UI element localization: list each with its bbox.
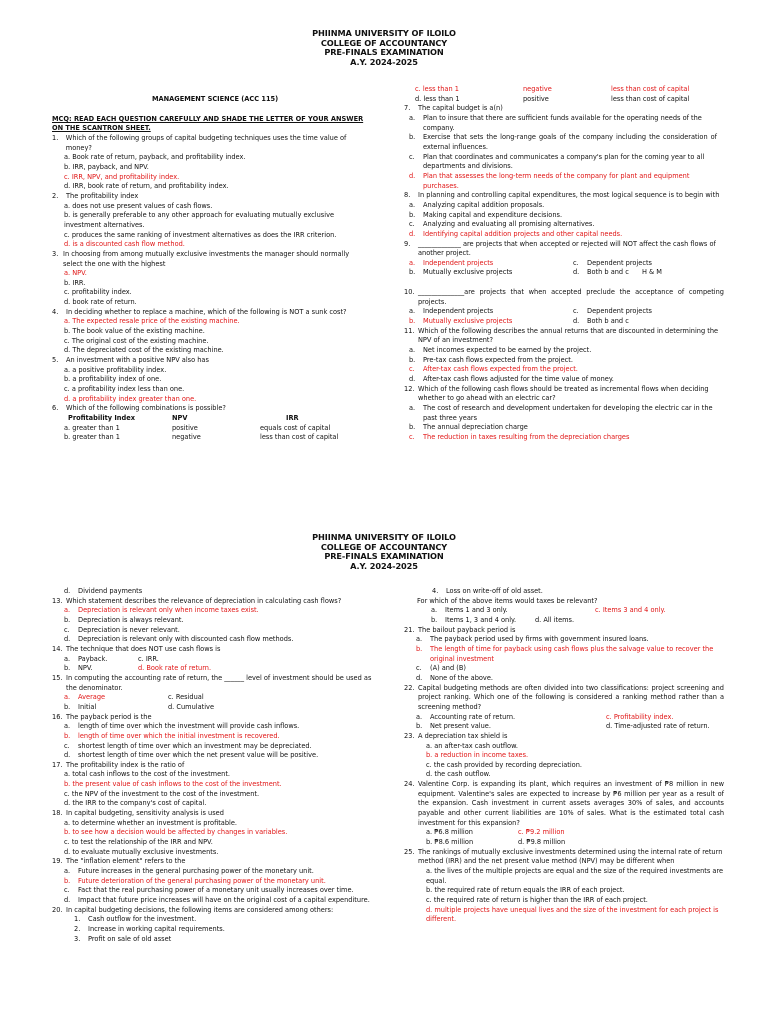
choice: d. Cumulative (168, 702, 215, 711)
choice: d. Time-adjusted rate of return. (606, 722, 710, 731)
question-1: 1. Which of the following groups of capital budgeting techniques uses the time value of money? a. Book rate of return, payback, and profitability index. b. IRR, payback, and NPV. c. IRR, NPV, and profitability index. d. IRR, book rate of return, and profitability index. (52, 134, 370, 192)
choice: a. does not use present values of cash flows. (64, 201, 213, 210)
choice-answer: Identifying capital addition projects and other capital needs. (423, 229, 623, 238)
college-name: COLLEGE OF ACCOUNTANCY (320, 541, 448, 552)
choice: b. the required rate of return equals the IRR of each project. (426, 886, 625, 895)
question-stem: A depreciation tax shield is (418, 731, 508, 740)
question-stem: In capital budgeting, sensitivity analysis is used (66, 809, 224, 818)
table-row: d. less than 1 positive less than cost of capital (415, 94, 690, 103)
academic-year: A.Y. 2024-2025 (350, 56, 418, 67)
choice: Depreciation is never relevant. (78, 625, 180, 634)
question-22: 22. Capital budgeting methods are often divided into two classifications: project screening and project ranking. Which one of the following is considered a ranking method rather than a screening method? a. Accounting rate of return. c. Profitability index. b. Net present value. d. Time-adjusted rate of return. (404, 683, 724, 731)
academic-year: A.Y. 2024-2025 (350, 560, 418, 571)
choice-answer: b. to see how a decision would be affected by changes in variables. (64, 828, 288, 837)
choice: The payback period used by firms with government insured loans. (430, 635, 649, 644)
table-row: b. greater than 1 negative less than cost of capital (64, 433, 339, 442)
choice-answer: The length of time for payback using cash flows plus the salvage value to recover the original investment (430, 644, 714, 663)
choice: Items 1 and 3 only. (445, 606, 508, 615)
question-8: 8. In planning and controlling capital expenditures, the most logical sequence is to begin with a. Analyzing capital addition proposals. b. Making capital and expenditure decisions. c. Analyzing and evaluating all promising alternatives. d. Identifying capital addition projects and other capital needs. (404, 191, 720, 238)
choice: a. ₱6.8 million (426, 828, 473, 837)
choice: After-tax cash flows adjusted for the time value of money. (423, 375, 614, 384)
choice: NPV. (78, 664, 93, 673)
choice: Depreciation is always relevant. (78, 615, 184, 624)
college-name: COLLEGE OF ACCOUNTANCY (320, 37, 448, 48)
choice: d. All items. (535, 615, 575, 624)
choice: Pre-tax cash flows expected from the project. (423, 355, 573, 364)
instructions: MCQ: READ EACH QUESTION CAREFULLY AND SHADE THE LETTER OF YOUR ANSWER ON THE SCANTRON SHEET. (52, 114, 364, 133)
choice: b. ₱8.6 million (426, 838, 474, 847)
page-header (0, 533, 768, 571)
university-name: PHIINMA UNIVERSITY OF ILOILO (312, 532, 456, 542)
list-item: Increase in working capital requirements. (88, 924, 225, 933)
choice-answer: The reduction in taxes resulting from the depreciation charges (423, 432, 630, 441)
choice-answer: c. ₱9.2 million (518, 828, 565, 837)
question-stem: In computing the accounting rate of return, the ______ level of investment should be used as the denominator. (66, 673, 372, 692)
question-stem: Valentine Corp. is expanding its plant, which requires an investment of ₱8 million in new equipment. Valentine's sales are expected to increase by ₱6 million per year as a result of the expansion. Cash investment in current assets averages 30% of sales, and accounts payable and other current liabilities are 10% of sales. What is the estimated total cash investment for this expansion? (418, 780, 724, 827)
choice: Future increases in the general purchasing power of the monetary unit. (78, 867, 314, 876)
choice: Impact that future price increases will have on the original cost of a capital expenditure. (78, 896, 370, 904)
choice: Initial (78, 702, 97, 711)
question-stem: The capital budget is a(n) (418, 104, 503, 113)
university-name: PHIINMA UNIVERSITY OF ILOILO (312, 28, 456, 38)
choice-answer: d. is a discounted cash flow method. (64, 240, 185, 249)
choice: c. the NPV of the investment to the cost of the investment. (64, 789, 260, 798)
choice-answer: Plan that assesses the long-term needs of the company for plant and equipment purchases. (423, 171, 690, 190)
choice-answer: d. a profitability index greater than one. (64, 394, 197, 403)
question-stem: Which of the following cash flows should be treated as incremental flows when deciding whether to go ahead with an electric car? (418, 384, 709, 403)
choice-answer: Future deterioration of the general purchasing power of the monetary unit. (78, 876, 326, 885)
page1-right-column (404, 85, 726, 443)
question-6: 6. Which of the following combinations is possible? Profitability Index NPV IRR a. greater than 1 positive equals cost of capital b. greater than 1 negative less than cost of capital (52, 404, 370, 443)
question-stem: Which of the following combinations is possible? (66, 404, 226, 413)
choice: d. book rate of return. (64, 298, 137, 307)
choice: Dividend payments (78, 587, 143, 595)
choice: d. The depreciated cost of the existing machine. (64, 346, 224, 355)
page1-left-column (52, 95, 370, 443)
question-stem: For which of the above items would taxes be relevant? (417, 596, 598, 605)
question-stem: Which of the following groups of capital budgeting techniques uses the time value of money? (65, 133, 347, 152)
choice: c. a profitability index less than one. (64, 385, 185, 394)
question-stem: ______________are projects that when accepted preclude the acceptance of competing projects. (418, 288, 724, 306)
choice: Net incomes expected to be earned by the project. (423, 346, 592, 355)
choice: Both b and c (587, 317, 629, 326)
exam-page-2 (0, 512, 768, 1024)
list-item: Profit on sale of old asset (88, 934, 172, 943)
question-21: 21. The bailout payback period is a. The payback period used by firms with government insured loans. b. The length of time for payback using cash flows plus the salvage value to recover the original investment c. (A) and (B) d. None of the above. (404, 626, 726, 684)
choice: Payback. (78, 654, 108, 663)
question-stem: The "inflation element" refers to the (66, 857, 186, 866)
choice-answer: Mutually exclusive projects (423, 317, 513, 326)
choice: d. to evaluate mutually exclusive investments. (64, 847, 219, 856)
question-17: 17. The profitability index is the ratio of a. total cash inflows to the cost of the investment. b. the present value of cash inflows to the cost of the investment. c. the NPV of the investment to the cost of the investment. d. the IRR to the company's cost of capital. (52, 761, 382, 809)
choice: c. profitability index. (64, 288, 132, 297)
question-18: 18. In capital budgeting, sensitivity analysis is used a. to determine whether an investment is profitable. b. to see how a decision would be affected by changes in variables. c. to test the relationship of the IRR and NPV. d. to evaluate mutually exclusive investments. (52, 809, 382, 857)
choice: d. the cash outflow. (426, 770, 491, 779)
choice: Accounting rate of return. (430, 712, 516, 721)
choice: Net present value. (430, 722, 491, 731)
page-header (0, 29, 768, 67)
choice-answer: b. the present value of cash inflows to the cost of the investment. (64, 780, 282, 789)
choice: The cost of research and development undertaken for developing the electric car in the past three years (423, 404, 713, 422)
choice: Analyzing capital addition proposals. (423, 200, 545, 209)
choice: Mutually exclusive projects (423, 268, 513, 277)
exam-title: PRE-FINALS EXAMINATION (324, 47, 444, 58)
question-stem: Which of the following describes the annual returns that are discounted in determining the NPV of an investment? (418, 326, 719, 345)
question-9: 9. _____________ are projects that when accepted or rejected will NOT affect the cash flows of another project. a. Independent projects c. Dependent projects b. Mutually exclusive projects d. Both b and c H & M (404, 240, 726, 279)
choice: a. an after-tax cash outflow. (426, 741, 518, 750)
question-stem: The technique that does NOT use cash flows is (66, 644, 221, 653)
choice: b. is generally preferable to any other approach for evaluating mutually exclusive investment alternatives. (64, 211, 335, 229)
choice: a. Book rate of return, payback, and profitability index. (64, 153, 246, 162)
choice: a. the lives of the multiple projects are equal and the size of the required investments are equal. (426, 867, 724, 885)
choice-answer: a. NPV. (64, 269, 87, 278)
question-10: 10. ______________are projects that when accepted preclude the acceptance of competing projects. a. Independent projects c. Dependent projects b. Mutually exclusive projects d. Both b and c (404, 288, 724, 326)
choice-answer: Average (78, 693, 106, 702)
choice-answer: Independent projects (423, 258, 494, 267)
question-2: 2. The profitability index a. does not use present values of cash flows. b. is generally preferable to any other approach for evaluating mutually exclusive investment alternatives. c. produces the same ranking of investment alternatives as does the IRR criterion. d. is a discounted cash flow method. (52, 192, 370, 250)
question-5: 5. An investment with a positive NPV also has a. a positive profitability index. b. a profitability index of one. c. a profitability index less than one. d. a profitability index greater than one. (52, 356, 370, 404)
choice-answer: length of time over which the initial investment is recovered. (78, 731, 280, 740)
question-stem: _____________ are projects that when accepted or rejected will NOT affect the cash flows of another project. (418, 239, 716, 258)
question-3: 3. In choosing from among mutually exclusive investments the manager should normally select the one with the highest a. NPV. b. IRR. c. profitability index. d. book rate of return. (52, 250, 370, 308)
question-stem: In planning and controlling capital expenditures, the most logical sequence is to begin with (418, 191, 720, 200)
question-stem: The profitability index (66, 191, 139, 200)
choice: Fact that the real purchasing power of a monetary unit usually increases over time. (78, 886, 354, 895)
question-stem: In choosing from among mutually exclusive investments the manager should normally select the one with the highest (63, 249, 350, 268)
question-4: 4. In deciding whether to replace a machine, which of the following is NOT a sunk cost? a. The expected resale price of the existing machine. b. The book value of the existing machine. c. The original cost of the existing machine. d. The depreciated cost of the existing machine. (52, 308, 370, 356)
choice: b. The book value of the existing machine. (64, 327, 205, 336)
choice: Plan that coordinates and communicates a company's plan for the coming year to all departments and divisions. (423, 152, 705, 171)
question-stem: In deciding whether to replace a machine, which of the following is NOT a sunk cost? (66, 307, 347, 316)
choice: The annual depreciation charge (423, 423, 528, 432)
exam-title: PRE-FINALS EXAMINATION (324, 551, 444, 562)
question-14: 14. The technique that does NOT use cash flows is a. Payback. c. IRR. b. NPV. d. Book rate of return. (52, 644, 221, 673)
list-item: Cash outflow for the investment. (88, 915, 197, 924)
choice-answer: Depreciation is relevant only when income taxes exist. (78, 606, 259, 615)
question-stem: The rankings of mutually exclusive investments determined using the internal rate of return method (IRR) and the net present value method (NPV) may be different when (418, 847, 723, 866)
choice: length of time over which the investment will provide cash inflows. (78, 722, 300, 731)
choice: d. ₱9.8 million (518, 838, 566, 847)
question-stem: The payback period is the (66, 712, 152, 721)
table-row-answer: c. less than 1 negative less than cost of capital (415, 85, 690, 93)
question-24: 24. Valentine Corp. is expanding its plant, which requires an investment of ₱8 million in new equipment. Valentine's sales are expected to increase by ₱6 million per year as a result of the expansion. Cash investment in current assets averages 30% of sales, and accounts payable and other current liabilities are 10% of sales. What is the estimated total cash investment for this expansion? a. ₱6.8 million c. ₱9.2 million b. ₱8.6 million d. ₱9.8 million (404, 780, 724, 847)
question-25: 25. The rankings of mutually exclusive investments determined using the internal rate of return method (IRR) and the net present value method (NPV) may be different when a. the lives of the multiple projects are equal and the size of the required investments are equal. b. the required rate of return equals the IRR of each project. c. the required rate of return is higher than the IRR of each project. d. multiple projects have unequal lives and the size of the investment for each project is different. (404, 848, 726, 925)
page2-left-column: d. Dividend payments 13. Which statement describes the relevance of depreciation in calculating cash flows? a. Depreciation is relevant only when income taxes exist. b. Depreciation is always relevant. c. Depreciation is never relevant. d. Depreciation is relevant only with discounted cash flow methods. 14. The technique that does NOT use cash flows is a. Payback. c. IRR. b. NPV. d. Book rate of return. 15. In computing the accounting rate of return, the ______ level of investment should be used as the denominator. a. Average c. Residual b. Initial d. Cumulative 16. The payback period is the a. length of time over which the investment will provide cash inflows. b. length of time over which the initial investment is recovered. c. shortest length of time over which an investment may be depreciated. d. shortest length of time over which the net present value will be positive. 17. The profitability index is the ratio of a. total cash inflows to the cost of the investment. b. the present value of cash inflows to the cost of the investment. c. the NPV of the investment to the cost of the investment. d. the IRR to the company's cost of capital. 18. In capital budgeting, sensitivity analysis is used a. to determine whether an investment is profitable. b. to see how a decision would be affected by changes in variables. c. to test the relationship of the IRR and NPV. d. to evaluate mutually exclusive investments. 19. The "inflation element" refers to the a. Future increases in the general purchasing power of the monetary unit. b. Future deterioration of the general purchasing power of the monetary unit. c. Fact that the real purchasing power of a monetary unit usually increases over time. d. Impact that future price increases will have on the original cost of a capital expenditure. 20. In capital budgeting decisions, the following items are considered among others: 1. Cash outflow for the investment. 2. Increase in working capital requirements. 3. Profit on sale of old asset (52, 587, 382, 944)
choice: c. the required rate of return is higher than the IRR of each project. (426, 896, 648, 904)
choice-answer: c. Profitability index. (606, 712, 674, 721)
choice: Depreciation is relevant only with discounted cash flow methods. (78, 635, 294, 644)
choice: Dependent projects (587, 307, 652, 316)
choice: Exercise that sets the long-range goals of the company including the consideration of external influences. (423, 133, 717, 151)
choice: c. the cash provided by recording depreciation. (426, 760, 582, 769)
choice: Dependent projects (587, 258, 652, 267)
question-19: 19. The "inflation element" refers to the a. Future increases in the general purchasing power of the monetary unit. b. Future deterioration of the general purchasing power of the monetary unit. c. Fact that the real purchasing power of a monetary unit usually increases over time. d. Impact that future price increases will have on the original cost of a capital expenditure. (52, 857, 370, 904)
question-20: 20. In capital budgeting decisions, the following items are considered among others: 1. Cash outflow for the investment. 2. Increase in working capital requirements. 3. Profit on sale of old asset (52, 905, 334, 943)
question-13: 13. Which statement describes the relevance of depreciation in calculating cash flows? a. Depreciation is relevant only when income taxes exist. b. Depreciation is always relevant. c. Depreciation is never relevant. d. Depreciation is relevant only with discounted cash flow methods. (52, 596, 342, 644)
choice: c. produces the same ranking of investment alternatives as does the IRR criterion. (64, 230, 337, 239)
choice-answer: c. Items 3 and 4 only. (595, 606, 666, 615)
choice: Items 1, 3 and 4 only. (445, 615, 517, 624)
choice: c. to test the relationship of the IRR and NPV. (64, 838, 213, 847)
question-stem: The profitability index is the ratio of (66, 760, 185, 769)
question-stem: The bailout payback period is (418, 625, 516, 634)
choice-answer: d. Book rate of return. (138, 664, 212, 673)
choice: Making capital and expenditure decisions. (423, 210, 563, 219)
choice: Independent projects (423, 307, 494, 316)
question-stem: Which statement describes the relevance of depreciation in calculating cash flows? (66, 596, 342, 605)
choice: b. IRR. (64, 278, 86, 287)
subject-title: MANAGEMENT SCIENCE (ACC 115) (152, 95, 279, 103)
question-16: 16. The payback period is the a. length of time over which the investment will provide cash inflows. b. length of time over which the initial investment is recovered. c. shortest length of time over which an investment may be depreciated. d. shortest length of time over which the net present value will be positive. (52, 712, 319, 760)
choice: c. The original cost of the existing machine. (64, 336, 209, 345)
choice: b. a profitability index of one. (64, 375, 162, 384)
table-row: a. greater than 1 positive equals cost of capital (64, 423, 331, 432)
combination-table-header: Profitability Index NPV IRR (68, 414, 299, 422)
choice: Both b and c (587, 268, 629, 277)
choice-answer: c. IRR, NPV, and profitability index. (64, 172, 180, 181)
choice: None of the above. (430, 673, 493, 682)
choice: c. Residual (168, 693, 204, 702)
question-7: 7. The capital budget is a(n) a. Plan to insure that there are sufficient funds available for the operating needs of the company. b. Exercise that sets the long-range goals of the company including the consideration of external influences. c. Plan that coordinates and communicates a company's plan for the coming year to all departments and divisions. d. Plan that assesses the long-term needs of the company for plant and equipment purchases. (404, 104, 717, 190)
question-stem: Capital budgeting methods are often divided into two classifications: project screening and project ranking. Which one of the following is considered a ranking method rather than a screening method? (418, 683, 724, 711)
choice-answer: After-tax cash flows expected from the project. (423, 365, 578, 374)
question-23: 23. A depreciation tax shield is a. an after-tax cash outflow. b. a reduction in income taxes. c. the cash provided by recording depreciation. d. the cash outflow. (404, 732, 726, 780)
choice: Analyzing and evaluating all promising alternatives. (423, 220, 595, 229)
choice-answer: d. multiple projects have unequal lives and the size of the investment for each project is different. (426, 905, 719, 924)
choice: (A) and (B) (430, 664, 466, 673)
question-stem: An investment with a positive NPV also has (66, 356, 209, 365)
choice: b. IRR, payback, and NPV. (64, 162, 149, 171)
choice-answer: a. The expected resale price of the existing machine. (64, 317, 240, 326)
page2-right-column: 4. Loss on write-off of old asset. For which of the above items would taxes be relevant? a. Items 1 and 3 only. c. Items 3 and 4 only. b. Items 1, 3 and 4 only. d. All items. 21. The bailout payback period is a. The payback period used by firms with government insured loans. b. The length of time for payback using cash flows plus the salvage value to recover the original investment c. (A) and (B) d. None of the above. 22. Capital budgeting methods are often divided into two classifications: project screening and project ranking. Which one of the following is considered a ranking method rather than a screening method? a. Accounting rate of return. c. Profitability index. b. Net present value. d. Time-adjusted rate of return. 23. A depreciation tax shield is a. an after-tax cash outflow. b. a reduction in income taxes. c. the cash provided by recording depreciation. d. the cash outflow. 24. Valentine Corp. is expanding its plant, which requires an investment of ₱8 million in new equipment. Valentine's sales are expected to increase by ₱6 million per year as a result of the expansion. Cash investment in current assets averages 30% of sales, and accounts payable and other current liabilities are 10% of sales. What is the estimated total cash investment for this expansion? a. ₱6.8 million c. ₱9.2 million b. ₱8.6 million d. ₱9.8 million 25. The rankings of mutually exclusive investments determined using the internal rate of return method (IRR) and the net present value method (NPV) may be different when a. the lives of the multiple projects are equal and the size of the required investments are equal. b. the required rate of return equals the IRR of each project. c. the required rate of return is higher than the IRR of each project. d. multiple projects have unequal lives and the size of the investment for each project is different. (404, 587, 724, 924)
choice: d. the IRR to the company's cost of capital. (64, 799, 207, 808)
question-stem: In capital budgeting decisions, the following items are considered among others: (66, 905, 334, 914)
choice: Plan to insure that there are sufficient funds available for the operating needs of the company. (423, 113, 702, 132)
choice: a. total cash inflows to the cost of the investment. (64, 770, 231, 779)
choice-answer: b. a reduction in income taxes. (426, 751, 529, 760)
choice: d. IRR, book rate of return, and profitability index. (64, 182, 229, 191)
choice: shortest length of time over which an investment may be depreciated. (78, 741, 312, 750)
choice: a. to determine whether an investment is profitable. (64, 818, 238, 827)
list-item: Loss on write-off of old asset. (446, 587, 543, 595)
question-12: 12. Which of the following cash flows should be treated as incremental flows when deciding whether to go ahead with an electric car? a. The cost of research and development undertaken for developing the electric car in the past three years b. The annual depreciation charge c. The reduction in taxes resulting from the depreciation charges (404, 385, 726, 443)
choice: c. IRR. (138, 654, 159, 663)
choice: shortest length of time over which the net present value will be positive. (78, 751, 319, 760)
question-11: 11. Which of the following describes the annual returns that are discounted in determining the NPV of an investment? a. Net incomes expected to be earned by the project. b. Pre-tax cash flows expected from the project. c. After-tax cash flows expected from the project. d. After-tax cash flows adjusted for the time value of money. (404, 327, 726, 385)
choice: a. a positive profitability index. (64, 365, 167, 374)
choice: H & M (642, 268, 662, 277)
question-15: 15. In computing the accounting rate of return, the ______ level of investment should be used as the denominator. a. Average c. Residual b. Initial d. Cumulative (52, 674, 382, 713)
